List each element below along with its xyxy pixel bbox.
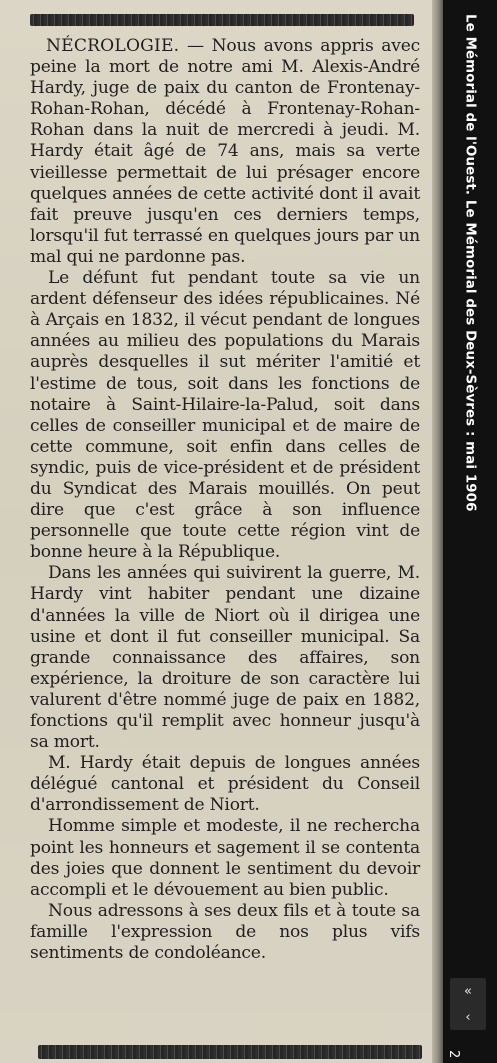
double-chevron-left-icon: «: [464, 983, 472, 999]
column-edge: [432, 0, 443, 1063]
document-title: Le Mémorial de l'Ouest. Le Mémorial des Deux-Sèvres : mai 1906: [462, 14, 478, 512]
obituary-article: [30, 36, 420, 964]
chevron-left-icon: ‹: [465, 1009, 471, 1025]
article-paragraph-1: [30, 36, 420, 268]
article-heading: NÉCROLOGIE.: [46, 36, 180, 56]
previous-page-button[interactable]: [450, 1004, 486, 1030]
top-separator-rule: [30, 14, 414, 26]
page-number: 2: [446, 1050, 461, 1059]
page-navigation: [450, 978, 486, 1030]
first-page-button[interactable]: [450, 978, 486, 1004]
article-paragraph-6: Nous adressons à ses deux fils et à toute sa famille l'expression de nos plus vifs sentiments de condoléance.: [30, 900, 420, 964]
article-paragraph-5: Homme simple et modeste, il ne rechercha point les honneurs et sagement il se contenta des joies que donnent le sentiment du devoir accompli et le dévouement au bien public.: [30, 816, 420, 900]
article-paragraph-2: Le défunt fut pendant toute sa vie un ardent défenseur des idées républicaines. Né à Arçais en 1832, il vécut pendant de longues années au milieu des populations du Marais auprès desquelles il sut mériter l'amitié et l'estime de tous, soit dans les fonctions de notaire à Saint-Hilaire-la-Palud, soit dans celles de conseiller municipal et de maire de cette commune, soit enfin dans celles de syndic, puis de vice-président et de président du Syndicat des Marais mouillés. On peut dire que c'est grâce à son influence personnelle que toute cette région vint de bonne heure à la République.: [30, 268, 420, 563]
article-paragraph-4: M. Hardy était depuis de longues années délégué cantonal et président du Conseil d'arrondissement de Niort.: [30, 753, 420, 816]
paragraph-1-text: — Nous avons appris avec peine la mort de notre ami M. Alexis-André Hardy, juge de paix du canton de Frontenay-Rohan-Rohan, décédé à Frontenay-Rohan-Rohan dans la nuit de mercredi à jeudi. M. Hardy était âgé de 74 ans, mais sa verte vieillesse permettait de lui présager encore quelques années de cette activité dont il avait fait preuve jusqu'en ces derniers temps, lorsqu'il fut terrassé en quelques jours par un mal qui ne pardonne pas.: [30, 36, 420, 267]
article-paragraph-3: Dans les années qui suivirent la guerre, M. Hardy vint habiter pendant une dizaine d'années la ville de Niort où il dirigea une usine et dont il fut conseiller municipal. Sa grande connaissance des affaires, son expérience, la droiture de son caractère lui valurent d'être nommé juge de paix en 1882, fonctions qu'il remplit avec honneur jusqu'à sa mort.: [30, 563, 420, 753]
bottom-separator-rule: [38, 1045, 422, 1059]
